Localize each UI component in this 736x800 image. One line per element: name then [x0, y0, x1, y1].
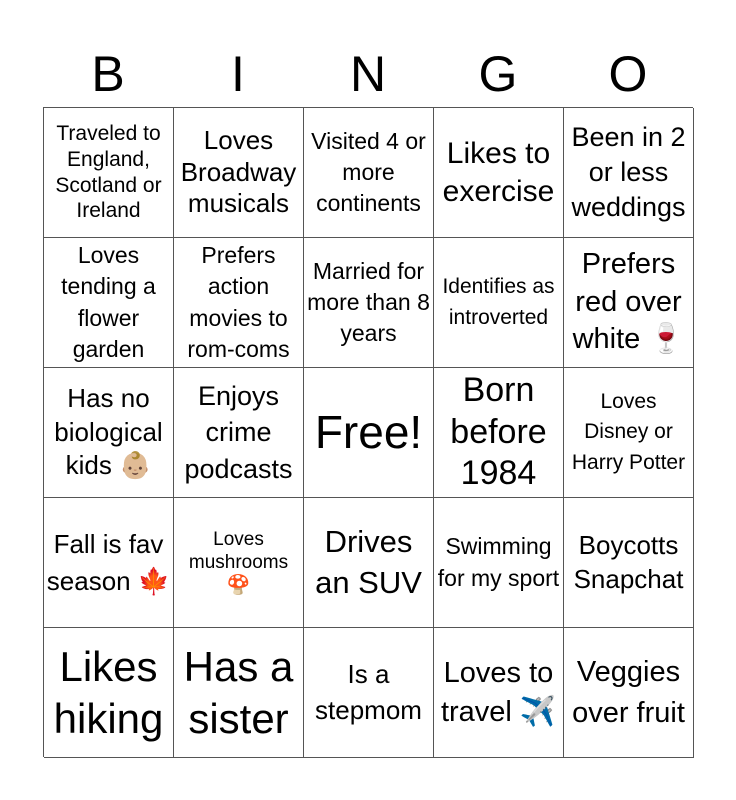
bingo-cell-r3c2[interactable]	[174, 368, 304, 498]
cell-text: Veggies over fruit	[572, 656, 685, 729]
cell-text: Loves tending a flower garden	[61, 242, 156, 362]
bingo-cell-r2c2[interactable]	[174, 238, 304, 368]
cell-text: Born before 1984	[450, 371, 547, 493]
cell-text: Identifies as introverted	[442, 275, 555, 329]
bingo-cell-r5c1[interactable]	[44, 628, 174, 758]
bingo-cell-r5c3[interactable]	[304, 628, 434, 758]
bingo-cell-r5c5[interactable]	[564, 628, 694, 758]
bingo-cell-r5c4[interactable]	[434, 628, 564, 758]
bingo-cell-r4c2[interactable]	[174, 498, 304, 628]
cell-text: Free!	[314, 406, 423, 459]
cell-text: Has a sister	[183, 643, 294, 742]
bingo-cell-r4c1[interactable]	[44, 498, 174, 628]
header-letter-o: O	[608, 46, 648, 102]
cell-text: Been in 2 or less weddings	[571, 121, 686, 223]
bingo-cell-r4c4[interactable]	[434, 498, 564, 628]
cell-text: Prefers action movies to rom-coms	[187, 242, 290, 362]
bingo-cell-r1c2[interactable]	[174, 108, 304, 238]
header-letter-n: N	[349, 46, 387, 102]
cell-text: Loves Broadway musicals	[180, 124, 297, 219]
cell-text: Loves Disney or Harry Potter	[571, 389, 686, 474]
bingo-cell-r4c5[interactable]	[564, 498, 694, 628]
header-letter-b: B	[91, 46, 125, 102]
header-letter-i: I	[231, 46, 245, 102]
cell-text: Likes hiking	[53, 643, 164, 742]
bingo-cell-r3c4[interactable]	[434, 368, 564, 498]
bingo-cell-r2c1[interactable]	[44, 238, 174, 368]
cell-text: Drives an SUV	[315, 523, 422, 600]
cell-text: Loves mushrooms 🍄	[188, 528, 289, 597]
bingo-cell-r1c1[interactable]	[44, 108, 174, 238]
cell-text: Married for more than 8 years	[307, 257, 430, 347]
cell-text: Likes to exercise	[442, 137, 555, 208]
cell-text: Traveled to England, Scotland or Ireland	[55, 122, 162, 223]
bingo-cell-r2c3[interactable]	[304, 238, 434, 368]
bingo-cell-r1c4[interactable]	[434, 108, 564, 238]
bingo-header	[43, 40, 693, 108]
bingo-cell-r3c3[interactable]	[304, 368, 434, 498]
bingo-cell-r1c5[interactable]	[564, 108, 694, 238]
bingo-cell-r3c5[interactable]	[564, 368, 694, 498]
bingo-cell-r3c1[interactable]	[44, 368, 174, 498]
cell-text: Enjoys crime podcasts	[184, 380, 293, 484]
cell-text: Swimming for my sport	[437, 532, 560, 591]
bingo-cell-r2c5[interactable]	[564, 238, 694, 368]
bingo-grid	[43, 107, 693, 757]
header-letter-g: G	[478, 46, 518, 102]
cell-text: Boycotts Snapchat	[573, 529, 684, 594]
cell-text: Visited 4 or more continents	[311, 127, 426, 217]
cell-text: Fall is fav season 🍁	[46, 529, 171, 596]
bingo-cell-r2c4[interactable]	[434, 238, 564, 368]
cell-text: Has no biological kids 👶🏼	[54, 382, 163, 481]
bingo-cell-r1c3[interactable]	[304, 108, 434, 238]
cell-text: Loves to travel ✈️	[440, 657, 557, 728]
bingo-cell-r5c2[interactable]	[174, 628, 304, 758]
cell-text: Is a stepmom	[315, 659, 422, 725]
bingo-cell-r4c3[interactable]	[304, 498, 434, 628]
cell-text: Prefers red over white 🍷	[572, 247, 685, 356]
